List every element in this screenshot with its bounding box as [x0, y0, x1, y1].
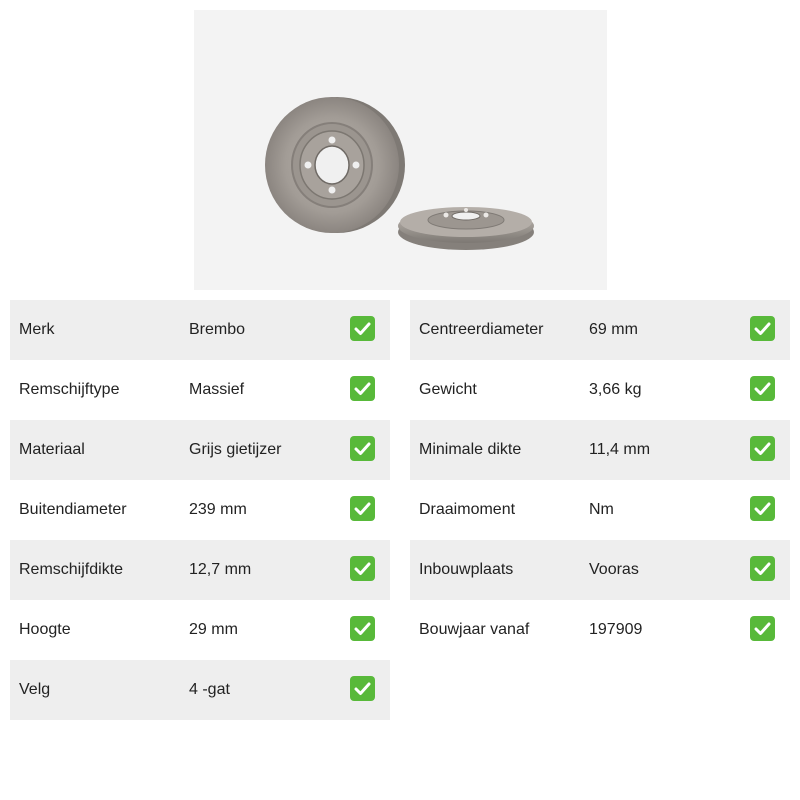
- spec-label: Inbouwplaats: [419, 561, 514, 578]
- spec-label: Materiaal: [19, 441, 85, 458]
- check-icon: [350, 376, 375, 401]
- spec-value: Nm: [589, 501, 614, 518]
- spec-label: Remschijfdikte: [19, 561, 124, 578]
- spec-table-right: [410, 300, 790, 660]
- spec-value: 4 -gat: [189, 681, 230, 698]
- check-icon: [350, 556, 375, 581]
- spec-label: Centreerdiameter: [419, 321, 544, 338]
- spec-value: 197909: [589, 621, 643, 638]
- product-image: [194, 10, 607, 290]
- spec-row: [10, 480, 390, 540]
- spec-row: [10, 360, 390, 420]
- check-icon: [350, 676, 375, 701]
- spec-value: 239 mm: [189, 501, 247, 518]
- spec-row: [410, 480, 790, 540]
- spec-row: [410, 540, 790, 600]
- spec-table-left: [10, 300, 390, 720]
- spec-row: [410, 600, 790, 660]
- spec-row: [410, 420, 790, 480]
- spec-row: [410, 300, 790, 360]
- brake-disc-photo: [194, 10, 607, 290]
- spec-row: [10, 420, 390, 480]
- spec-label: Remschijftype: [19, 381, 120, 398]
- spec-label: Gewicht: [419, 381, 477, 398]
- check-icon: [350, 616, 375, 641]
- spec-row: [10, 660, 390, 720]
- check-icon: [750, 496, 775, 521]
- spec-value: Brembo: [189, 321, 246, 338]
- spec-value: 29 mm: [189, 621, 238, 638]
- spec-label: Hoogte: [19, 621, 71, 638]
- spec-value: 11,4 mm: [589, 441, 651, 458]
- spec-value: Vooras: [589, 561, 639, 578]
- check-icon: [750, 616, 775, 641]
- spec-value: Massief: [189, 381, 245, 398]
- spec-row: [410, 360, 790, 420]
- check-icon: [750, 436, 775, 461]
- spec-label: Minimale dikte: [419, 441, 522, 458]
- spec-label: Bouwjaar vanaf: [419, 621, 530, 638]
- spec-value: 3,66 kg: [589, 381, 642, 398]
- spec-label: Draaimoment: [419, 501, 516, 518]
- spec-row: [10, 300, 390, 360]
- check-icon: [750, 376, 775, 401]
- spec-label: Merk: [19, 321, 55, 338]
- spec-row: [10, 600, 390, 660]
- check-icon: [350, 496, 375, 521]
- spec-label: Buitendiameter: [19, 501, 127, 518]
- check-icon: [350, 316, 375, 341]
- spec-value: Grijs gietijzer: [189, 441, 282, 458]
- spec-value: 12,7 mm: [189, 561, 252, 578]
- spec-label: Velg: [19, 681, 51, 698]
- spec-value: 69 mm: [589, 321, 638, 338]
- spec-row: [10, 540, 390, 600]
- check-icon: [750, 556, 775, 581]
- check-icon: [350, 436, 375, 461]
- check-icon: [750, 316, 775, 341]
